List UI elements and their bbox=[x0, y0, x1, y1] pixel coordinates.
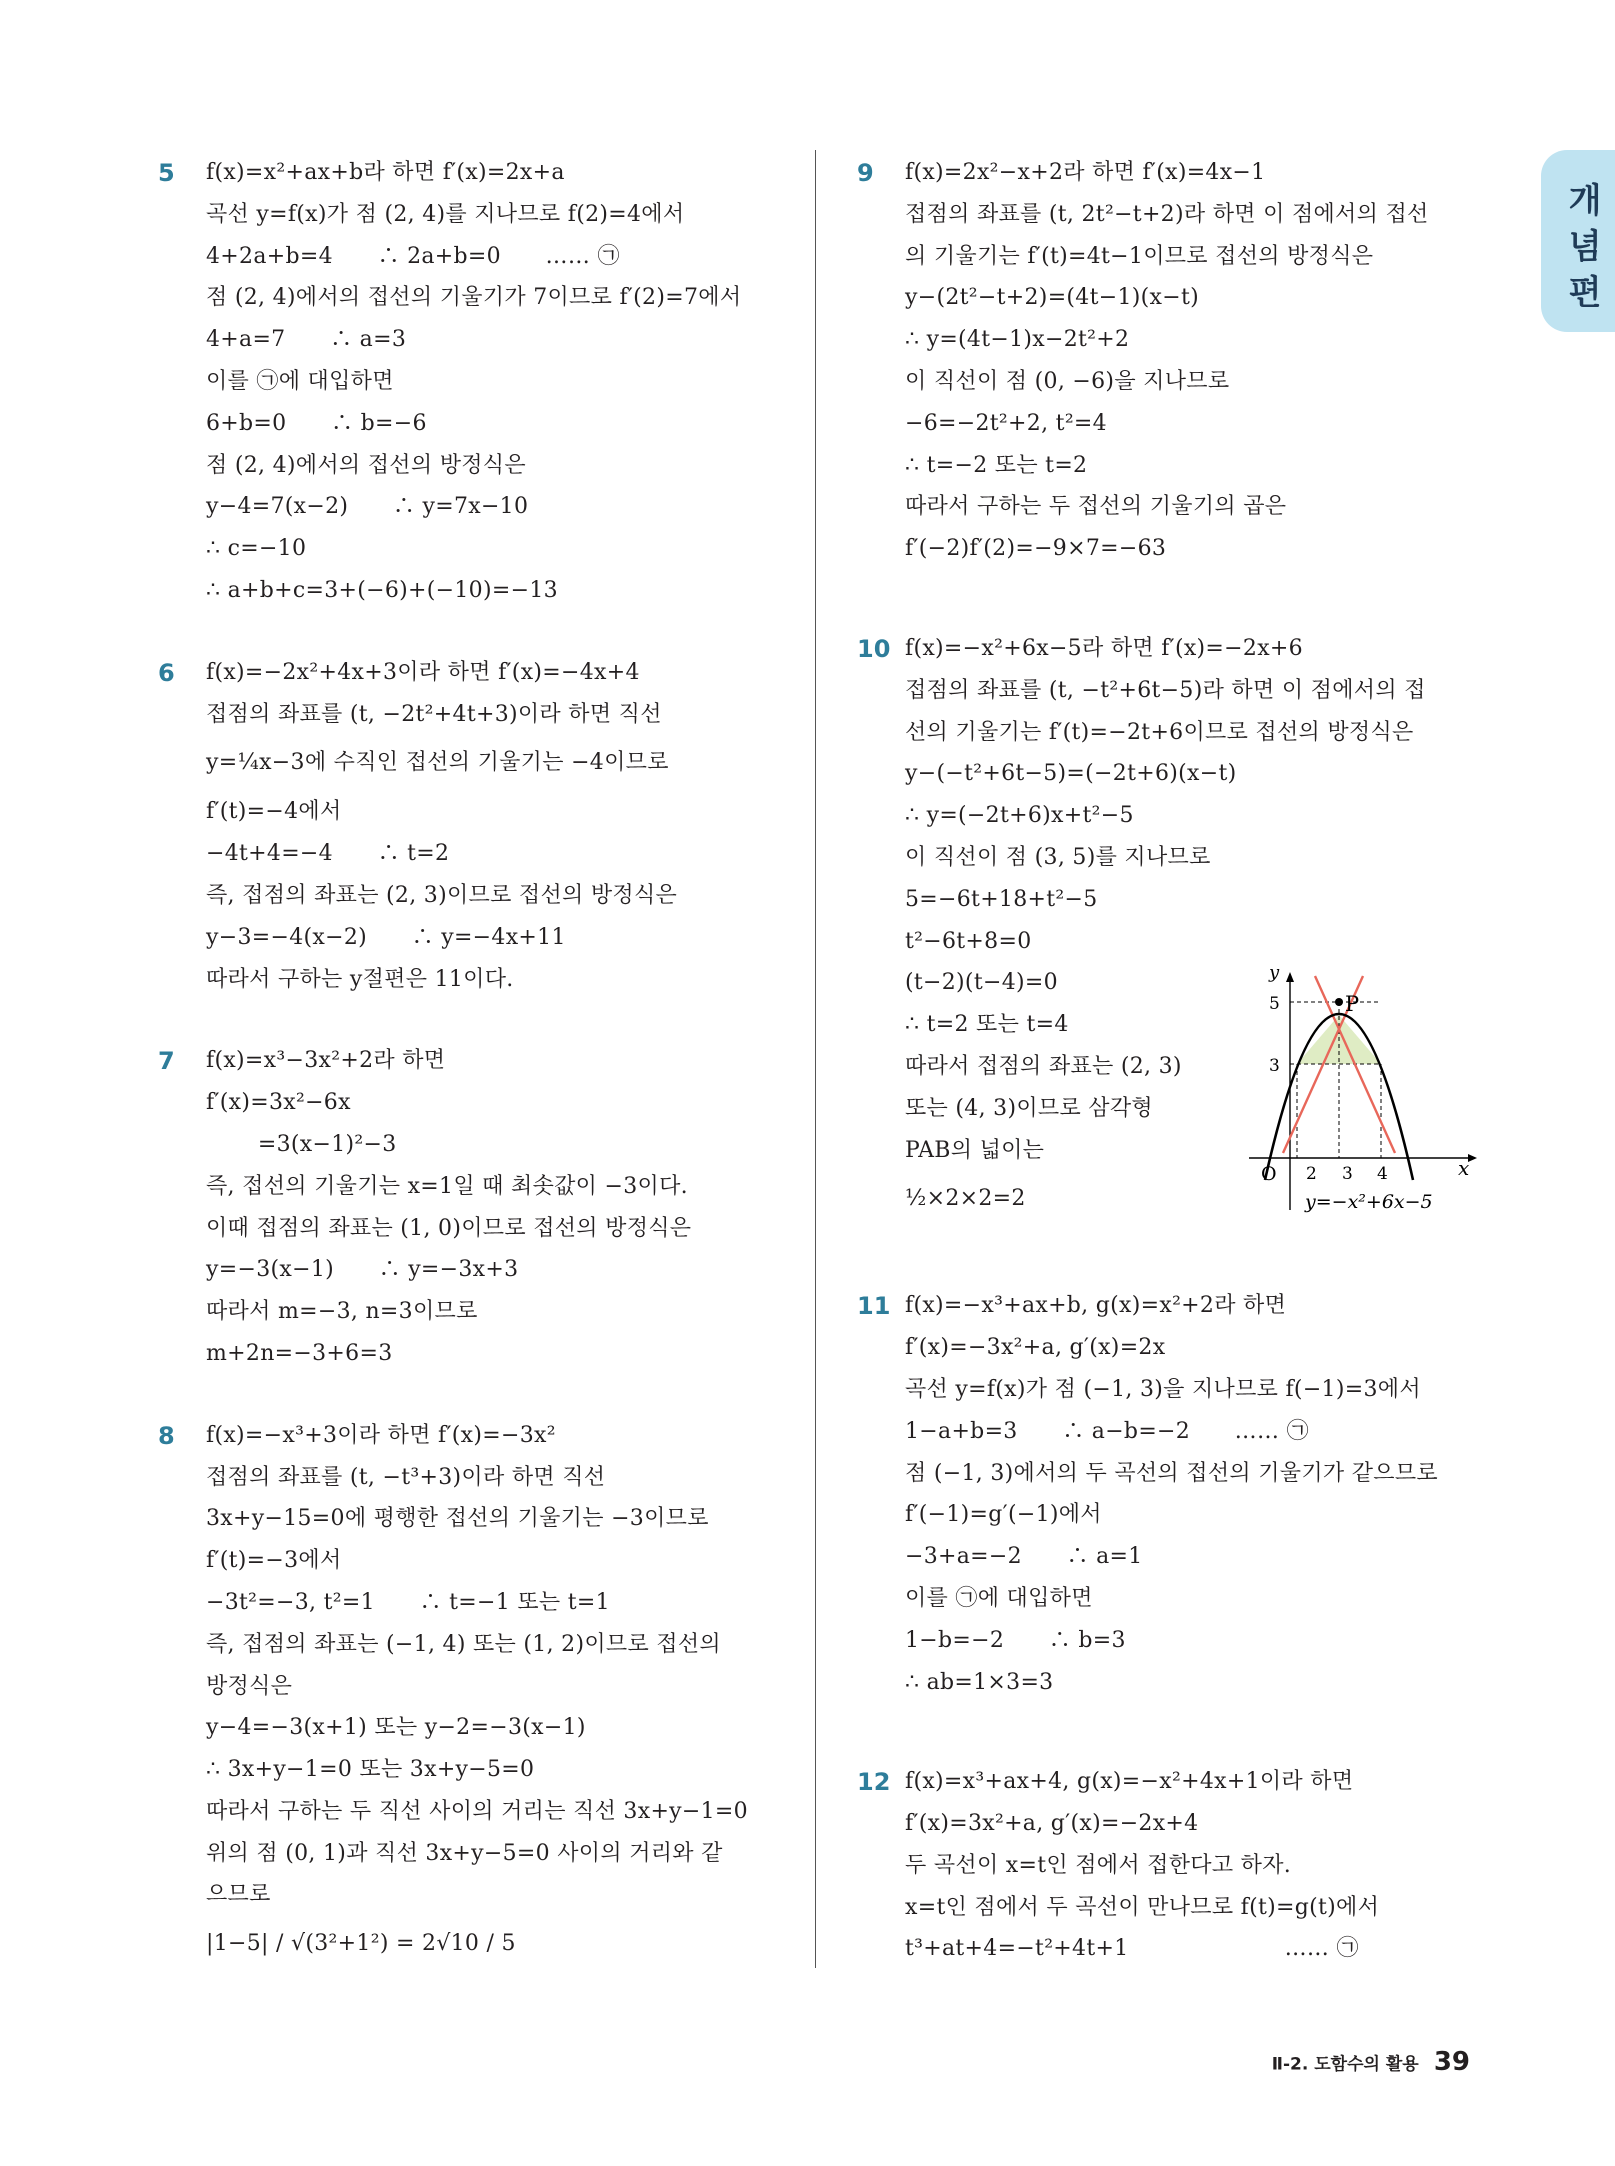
solution-line: ∴ y=(−2t+6)x+t²−5 bbox=[905, 803, 1134, 829]
solution-line: 따라서 구하는 y절편은 11이다. bbox=[206, 966, 514, 992]
solution-line: 방정식은 bbox=[206, 1673, 293, 1699]
point-p-label: P bbox=[1345, 992, 1360, 1016]
solution-line: f′(x)=3x²−6x bbox=[206, 1090, 351, 1116]
solution-line: f′(t)=−4에서 bbox=[206, 799, 342, 825]
solution-line: −3+a=−2 ∴ a=1 bbox=[905, 1544, 1143, 1570]
solution-line: ∴ c=−10 bbox=[206, 536, 307, 562]
solution-line: =3(x−1)²−3 bbox=[206, 1131, 397, 1157]
solution-line: 따라서 접점의 좌표는 (2, 3) bbox=[905, 1053, 1182, 1079]
solution-line: f′(−2)f′(2)=−9×7=−63 bbox=[905, 536, 1167, 562]
solution-line: ∴ y=(4t−1)x−2t²+2 bbox=[905, 327, 1130, 353]
solution-line: t³+at+4=−t²+4t+1 …… ㉠ bbox=[905, 1936, 1359, 1962]
solution-line: ∴ ab=1×3=3 bbox=[905, 1669, 1054, 1695]
column-divider bbox=[815, 150, 816, 1968]
problem-7 bbox=[158, 1040, 798, 1374]
solution-line: m+2n=−3+6=3 bbox=[206, 1340, 393, 1366]
problem-number: 11 bbox=[857, 1292, 891, 1321]
solution-line: ∴ t=−2 또는 t=2 bbox=[905, 452, 1088, 478]
problem-9 bbox=[857, 152, 1497, 570]
problem-gap bbox=[158, 1375, 798, 1415]
solution-line: 선의 기울기는 f′(t)=−2t+6이므로 접선의 방정식은 bbox=[905, 719, 1414, 745]
solution-line: 따라서 구하는 두 접선의 기울기의 곱은 bbox=[905, 494, 1287, 520]
solution-line: 접점의 좌표를 (t, −t³+3)이라 하면 직선 bbox=[206, 1464, 606, 1490]
problem-11 bbox=[857, 1285, 1497, 1703]
problem-gap bbox=[857, 1703, 1497, 1761]
solution-line: f(x)=−2x²+4x+3이라 하면 f′(x)=−4x+4 bbox=[206, 659, 640, 685]
y-tick-3: 3 bbox=[1269, 1056, 1280, 1076]
solution-line: y=¼x−3에 수직인 접선의 기울기는 −4이므로 bbox=[206, 750, 669, 776]
x-tick-3: 3 bbox=[1342, 1164, 1353, 1184]
solution-line: 또는 (4, 3)이므로 삼각형 bbox=[905, 1095, 1153, 1121]
problem-12 bbox=[857, 1761, 1497, 1970]
solution-line: 4+2a+b=4 ∴ 2a+b=0 …… ㉠ bbox=[206, 243, 620, 269]
solution-line: 점 (2, 4)에서의 접선의 방정식은 bbox=[206, 452, 526, 478]
solution-line: 따라서 구하는 두 직선 사이의 거리는 직선 3x+y−1=0 bbox=[206, 1798, 748, 1824]
solution-line: 위의 점 (0, 1)과 직선 3x+y−5=0 사이의 거리와 같 bbox=[206, 1840, 723, 1866]
x-axis-label: x bbox=[1458, 1156, 1470, 1180]
footer-section: Ⅱ-2. 도함수의 활용 bbox=[1271, 2054, 1419, 2075]
solution-line: ∴ 3x+y−1=0 또는 3x+y−5=0 bbox=[206, 1757, 535, 1783]
solution-line: 의 기울기는 f′(t)=4t−1이므로 접선의 방정식은 bbox=[905, 243, 1374, 269]
solution-line: 이때 접점의 좌표는 (1, 0)이므로 접선의 방정식은 bbox=[206, 1215, 692, 1241]
solution-line: 즉, 접선의 기울기는 x=1일 때 최솟값이 −3이다. bbox=[206, 1173, 688, 1199]
solution-line: 1−b=−2 ∴ b=3 bbox=[905, 1627, 1126, 1653]
section-tab bbox=[1541, 150, 1615, 332]
solution-line: 접점의 좌표를 (t, −2t²+4t+3)이라 하면 직선 bbox=[206, 701, 662, 727]
solution-line: 두 곡선이 x=t인 점에서 접한다고 하자. bbox=[905, 1852, 1292, 1878]
solution-line: 즉, 접점의 좌표는 (−1, 4) 또는 (1, 2)이므로 접선의 bbox=[206, 1631, 721, 1657]
solution-line: y−(2t²−t+2)=(4t−1)(x−t) bbox=[905, 285, 1200, 311]
solution-line: y−4=−3(x+1) 또는 y−2=−3(x−1) bbox=[206, 1715, 586, 1741]
solution-line: 1−a+b=3 ∴ a−b=−2 …… ㉠ bbox=[905, 1418, 1309, 1444]
solution-line: 이를 ㉠에 대입하면 bbox=[905, 1585, 1093, 1611]
solution-line: ½×2×2=2 bbox=[905, 1186, 1026, 1212]
problem-gap bbox=[158, 612, 798, 652]
problem-6 bbox=[158, 652, 798, 1001]
left-column bbox=[158, 152, 798, 1972]
problem-number: 12 bbox=[857, 1768, 891, 1797]
page-number: 39 bbox=[1433, 2047, 1470, 2077]
problem-number: 5 bbox=[158, 159, 175, 187]
solution-line: 5=−6t+18+t²−5 bbox=[905, 886, 1098, 912]
x-tick-2: 2 bbox=[1306, 1164, 1317, 1184]
solution-line: f(x)=−x³+3이라 하면 f′(x)=−3x² bbox=[206, 1422, 556, 1448]
solution-line: 이 직선이 점 (0, −6)을 지나므로 bbox=[905, 368, 1230, 394]
solution-line: −4t+4=−4 ∴ t=2 bbox=[206, 841, 450, 867]
solution-line: 따라서 m=−3, n=3이므로 bbox=[206, 1299, 478, 1325]
solution-line: 6+b=0 ∴ b=−6 bbox=[206, 410, 427, 436]
solution-line: 이 직선이 점 (3, 5)를 지나므로 bbox=[905, 844, 1211, 870]
solution-line: 이를 ㉠에 대입하면 bbox=[206, 368, 394, 394]
problem-number: 7 bbox=[158, 1047, 175, 1076]
problem-number: 8 bbox=[158, 1421, 175, 1450]
solution-line: f′(x)=−3x²+a, g′(x)=2x bbox=[905, 1335, 1166, 1361]
solution-line: |1−5| / √(3²+1²) = 2√10 / 5 bbox=[206, 1931, 516, 1957]
y-tick-5: 5 bbox=[1269, 994, 1280, 1014]
solution-line: y−(−t²+6t−5)=(−2t+6)(x−t) bbox=[905, 761, 1237, 787]
solution-line: f(x)=−x²+6x−5라 하면 f′(x)=−2x+6 bbox=[905, 635, 1303, 661]
section-tab-label: 개 념 편 bbox=[1568, 181, 1602, 313]
curve-label: y=−x²+6x−5 bbox=[1305, 1191, 1433, 1213]
origin-label: O bbox=[1261, 1163, 1277, 1185]
problem-number: 9 bbox=[857, 159, 874, 187]
solution-line: PAB의 넓이는 bbox=[905, 1137, 1045, 1163]
solution-line: f(x)=x³+ax+4, g(x)=−x²+4x+1이라 하면 bbox=[905, 1769, 1354, 1795]
point-p bbox=[1335, 998, 1343, 1006]
solution-line: f′(x)=3x²+a, g′(x)=−2x+4 bbox=[905, 1811, 1199, 1837]
solution-line: f′(−1)=g′(−1)에서 bbox=[905, 1502, 1102, 1528]
solution-line: y=−3(x−1) ∴ y=−3x+3 bbox=[206, 1257, 519, 1283]
solution-line: (t−2)(t−4)=0 bbox=[905, 970, 1058, 996]
solution-line: f(x)=2x²−x+2라 하면 f′(x)=4x−1 bbox=[905, 160, 1266, 185]
solution-line: 즉, 접점의 좌표는 (2, 3)이므로 접선의 방정식은 bbox=[206, 882, 678, 908]
solution-line: f(x)=−x³+ax+b, g(x)=x²+2라 하면 bbox=[905, 1293, 1287, 1319]
solution-line: 으므로 bbox=[206, 1882, 271, 1908]
solution-line: 접점의 좌표를 (t, 2t²−t+2)라 하면 이 점에서의 접선 bbox=[905, 201, 1429, 227]
solution-line: 4+a=7 ∴ a=3 bbox=[206, 327, 407, 353]
solution-line: f(x)=x³−3x²+2라 하면 bbox=[206, 1048, 446, 1074]
x-tick-4: 4 bbox=[1377, 1164, 1388, 1184]
solution-line: 점 (2, 4)에서의 접선의 기울기가 7이므로 f′(2)=7에서 bbox=[206, 285, 742, 311]
solution-line: 접점의 좌표를 (t, −t²+6t−5)라 하면 이 점에서의 접 bbox=[905, 677, 1426, 703]
problem-5 bbox=[158, 152, 798, 612]
solution-line: 3x+y−15=0에 평행한 접선의 기울기는 −3이므로 bbox=[206, 1506, 709, 1532]
solution-line: ∴ a+b+c=3+(−6)+(−10)=−13 bbox=[206, 577, 558, 603]
parabola-tangent-graph bbox=[1245, 960, 1485, 1222]
solution-line: 곡선 y=f(x)가 점 (−1, 3)을 지나므로 f(−1)=3에서 bbox=[905, 1376, 1421, 1402]
solution-line: t²−6t+8=0 bbox=[905, 928, 1032, 954]
solution-line: y−3=−4(x−2) ∴ y=−4x+11 bbox=[206, 924, 566, 950]
y-axis-arrow bbox=[1286, 972, 1294, 982]
page-footer bbox=[1272, 2047, 1470, 2077]
solution-line: x=t인 점에서 두 곡선이 만나므로 f(t)=g(t)에서 bbox=[905, 1894, 1380, 1920]
problem-number: 6 bbox=[158, 658, 175, 687]
solution-line: −6=−2t²+2, t²=4 bbox=[905, 410, 1107, 436]
y-axis-label: y bbox=[1269, 962, 1280, 983]
solution-line: f′(t)=−3에서 bbox=[206, 1548, 342, 1574]
problem-number: 10 bbox=[857, 634, 891, 663]
solution-line: f(x)=x²+ax+b라 하면 f′(x)=2x+a bbox=[206, 160, 565, 185]
solution-line: 곡선 y=f(x)가 점 (2, 4)를 지나므로 f(2)=4에서 bbox=[206, 201, 685, 227]
x-axis-arrow bbox=[1468, 1154, 1477, 1162]
problem-gap bbox=[857, 570, 1497, 628]
problem-gap bbox=[857, 1227, 1497, 1285]
problem-gap bbox=[158, 1000, 798, 1040]
solution-line: ∴ t=2 또는 t=4 bbox=[905, 1012, 1069, 1038]
problem-8 bbox=[158, 1415, 798, 1973]
solution-line: 점 (−1, 3)에서의 두 곡선의 접선의 기울기가 같으므로 bbox=[905, 1460, 1438, 1486]
solution-line: −3t²=−3, t²=1 ∴ t=−1 또는 t=1 bbox=[206, 1589, 610, 1615]
solution-line: y−4=7(x−2) ∴ y=7x−10 bbox=[206, 494, 529, 520]
